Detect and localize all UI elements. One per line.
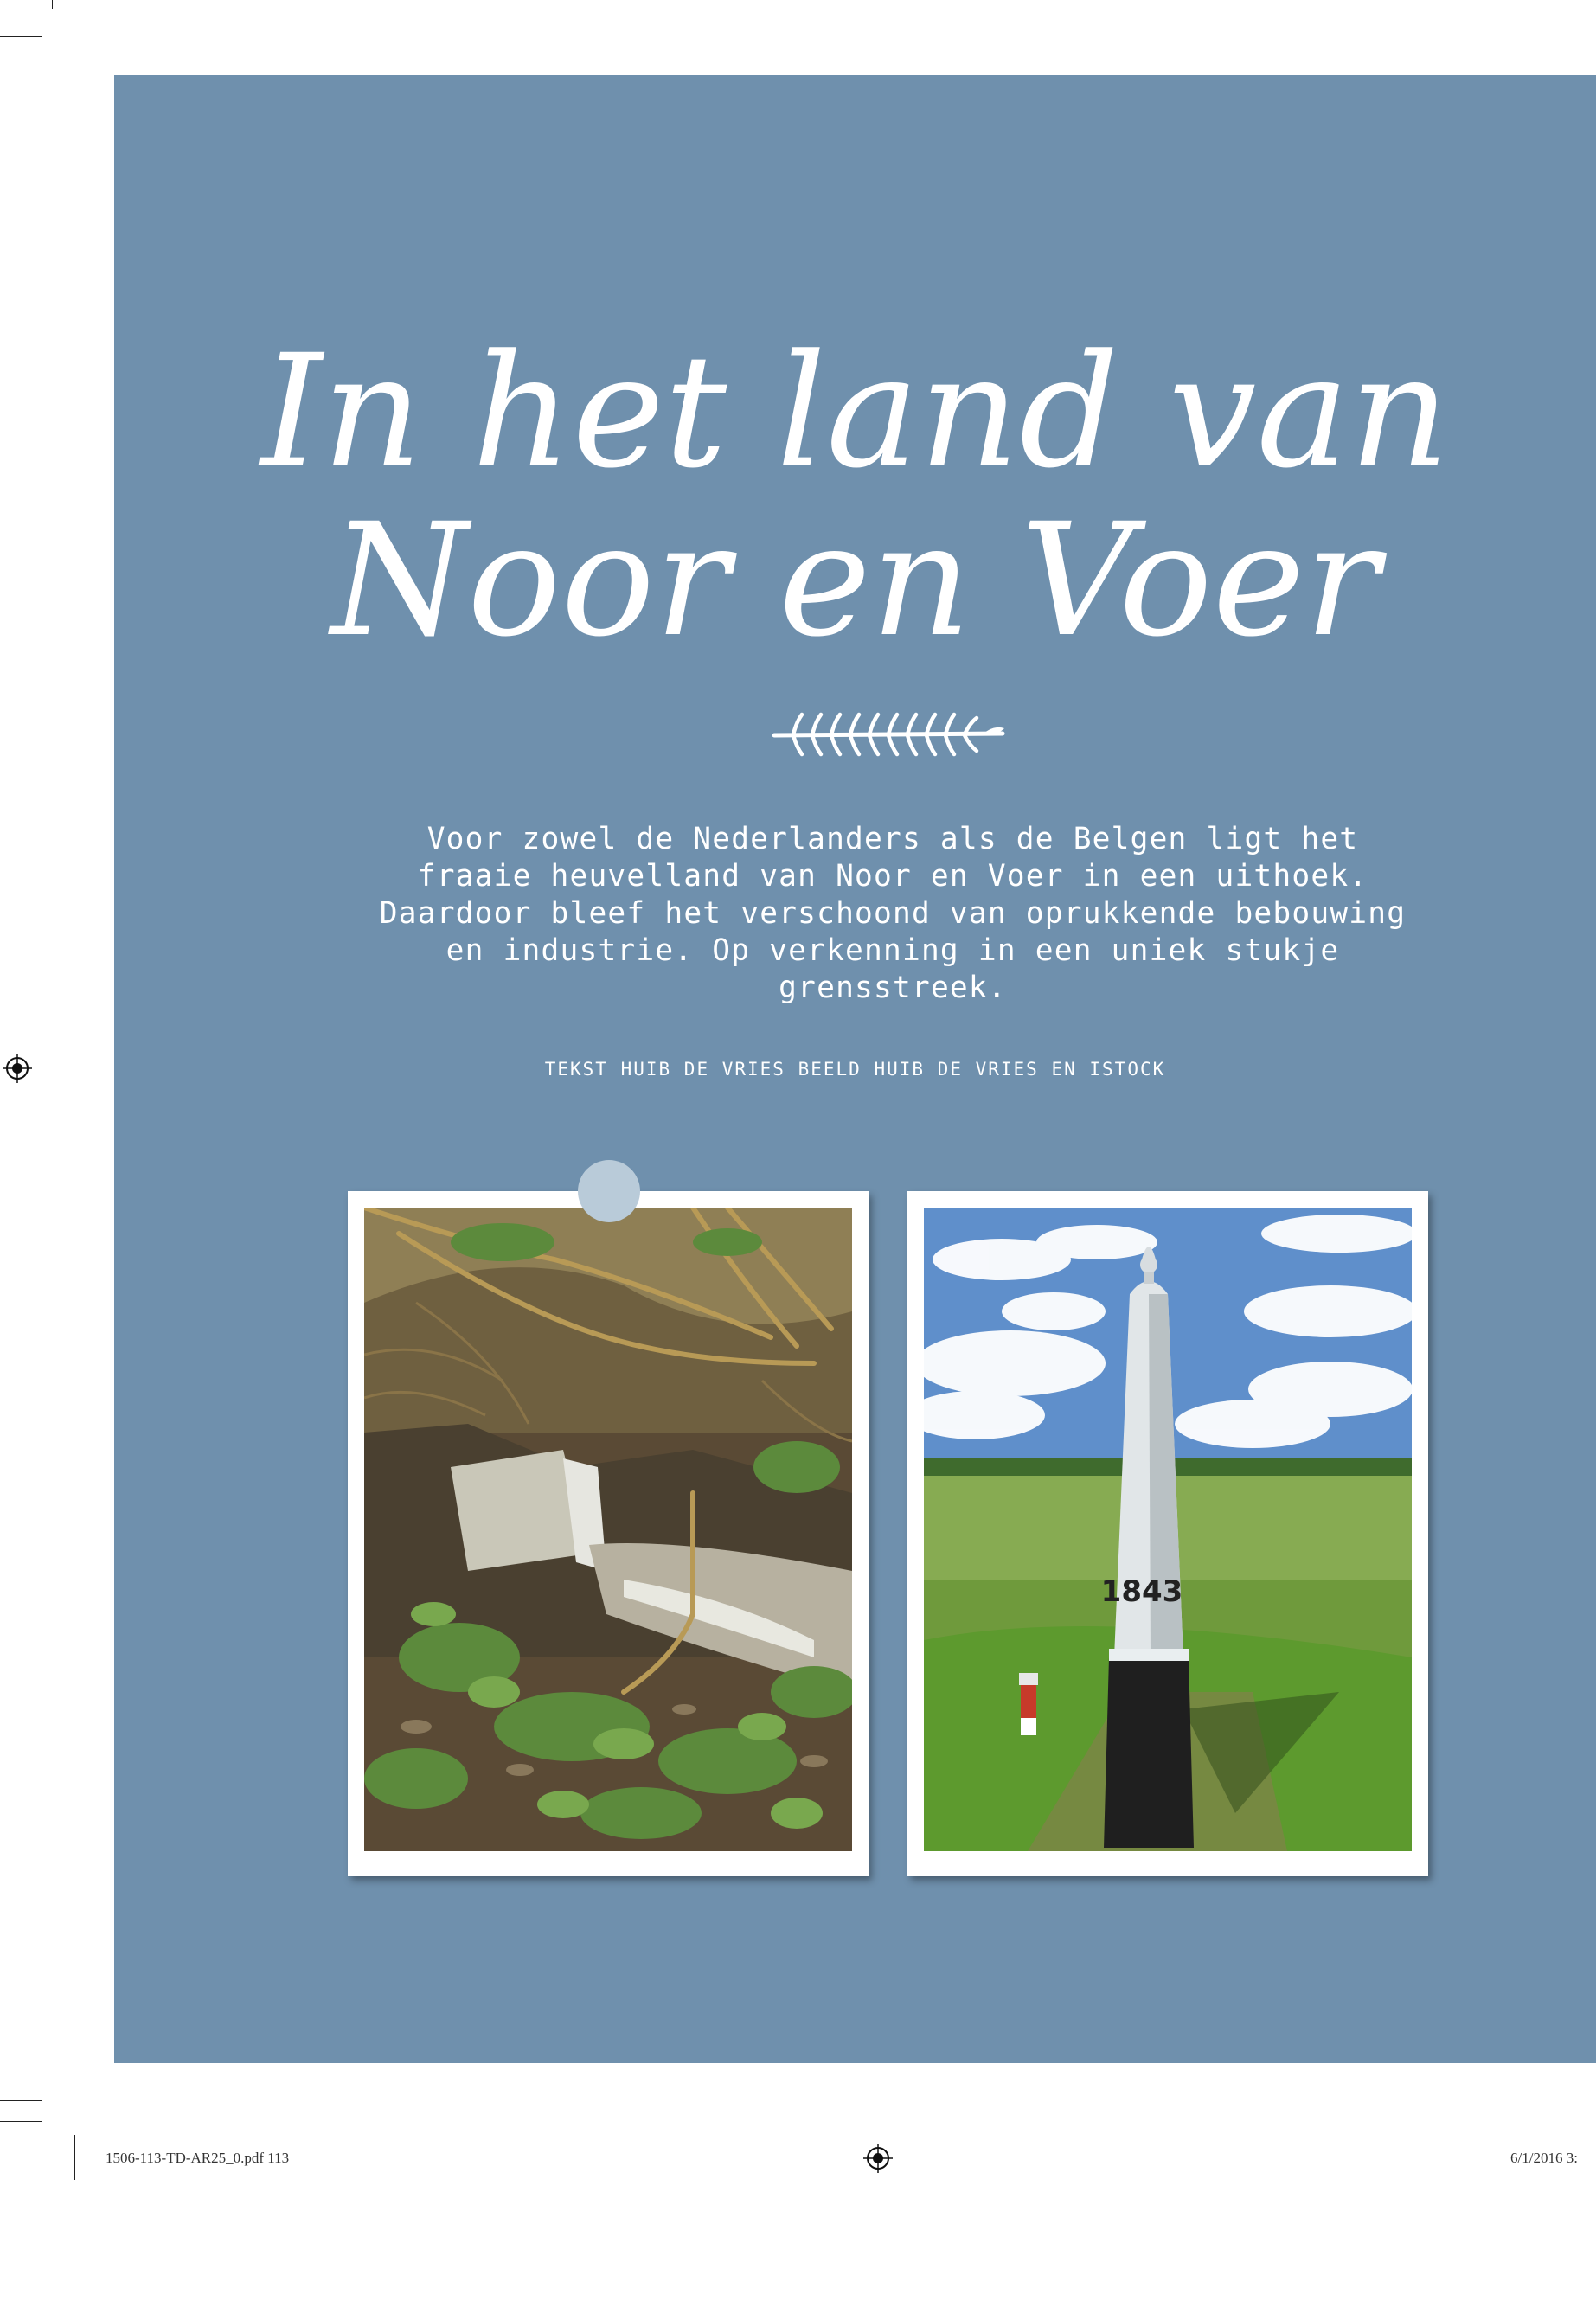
crop-mark (0, 36, 42, 37)
crop-mark (0, 2100, 42, 2101)
crop-mark (52, 0, 53, 9)
intro-line: fraaie heuvelland van Noor en Voer in een uithoek. (417, 859, 1368, 894)
post-number: 1843 (1100, 1574, 1183, 1609)
intro-line: Voor zowel de Nederlanders als de Belgen ligt het (426, 822, 1359, 856)
border-post-photo (924, 1208, 1412, 1851)
decorative-dot (578, 1160, 640, 1222)
crop-mark (74, 2135, 75, 2180)
crop-mark (0, 2121, 42, 2122)
intro-line: en industrie. Op verkenning in een uniek stukje (445, 933, 1340, 968)
intro-line: grensstreek. (779, 971, 1007, 1005)
waterfall-photo (364, 1208, 852, 1851)
intro-line: Daardoor bleef het verschoond van oprukkende bebouwing (379, 896, 1407, 931)
print-date-label: 6/1/2016 3: (1510, 2150, 1578, 2166)
article-panel (114, 75, 1596, 2063)
print-file-label: 1506-113-TD-AR25_0.pdf 113 (106, 2150, 290, 2166)
photo-waterfall-frame (348, 1191, 869, 1876)
registration-mark-icon (3, 1054, 32, 1083)
intro-paragraph (304, 821, 1481, 1007)
article-title-line-1: In het land van (260, 322, 1450, 503)
photo-credit: TEKST HUIB DE VRIES BEELD HUIB DE VRIES EN ISTOCK (544, 1059, 1166, 1080)
registration-mark-icon (863, 2144, 893, 2173)
laurel-branch-icon (767, 702, 1010, 763)
article-title-line-2: Noor en Voer (330, 490, 1380, 671)
photo-border-post-frame (907, 1191, 1428, 1876)
